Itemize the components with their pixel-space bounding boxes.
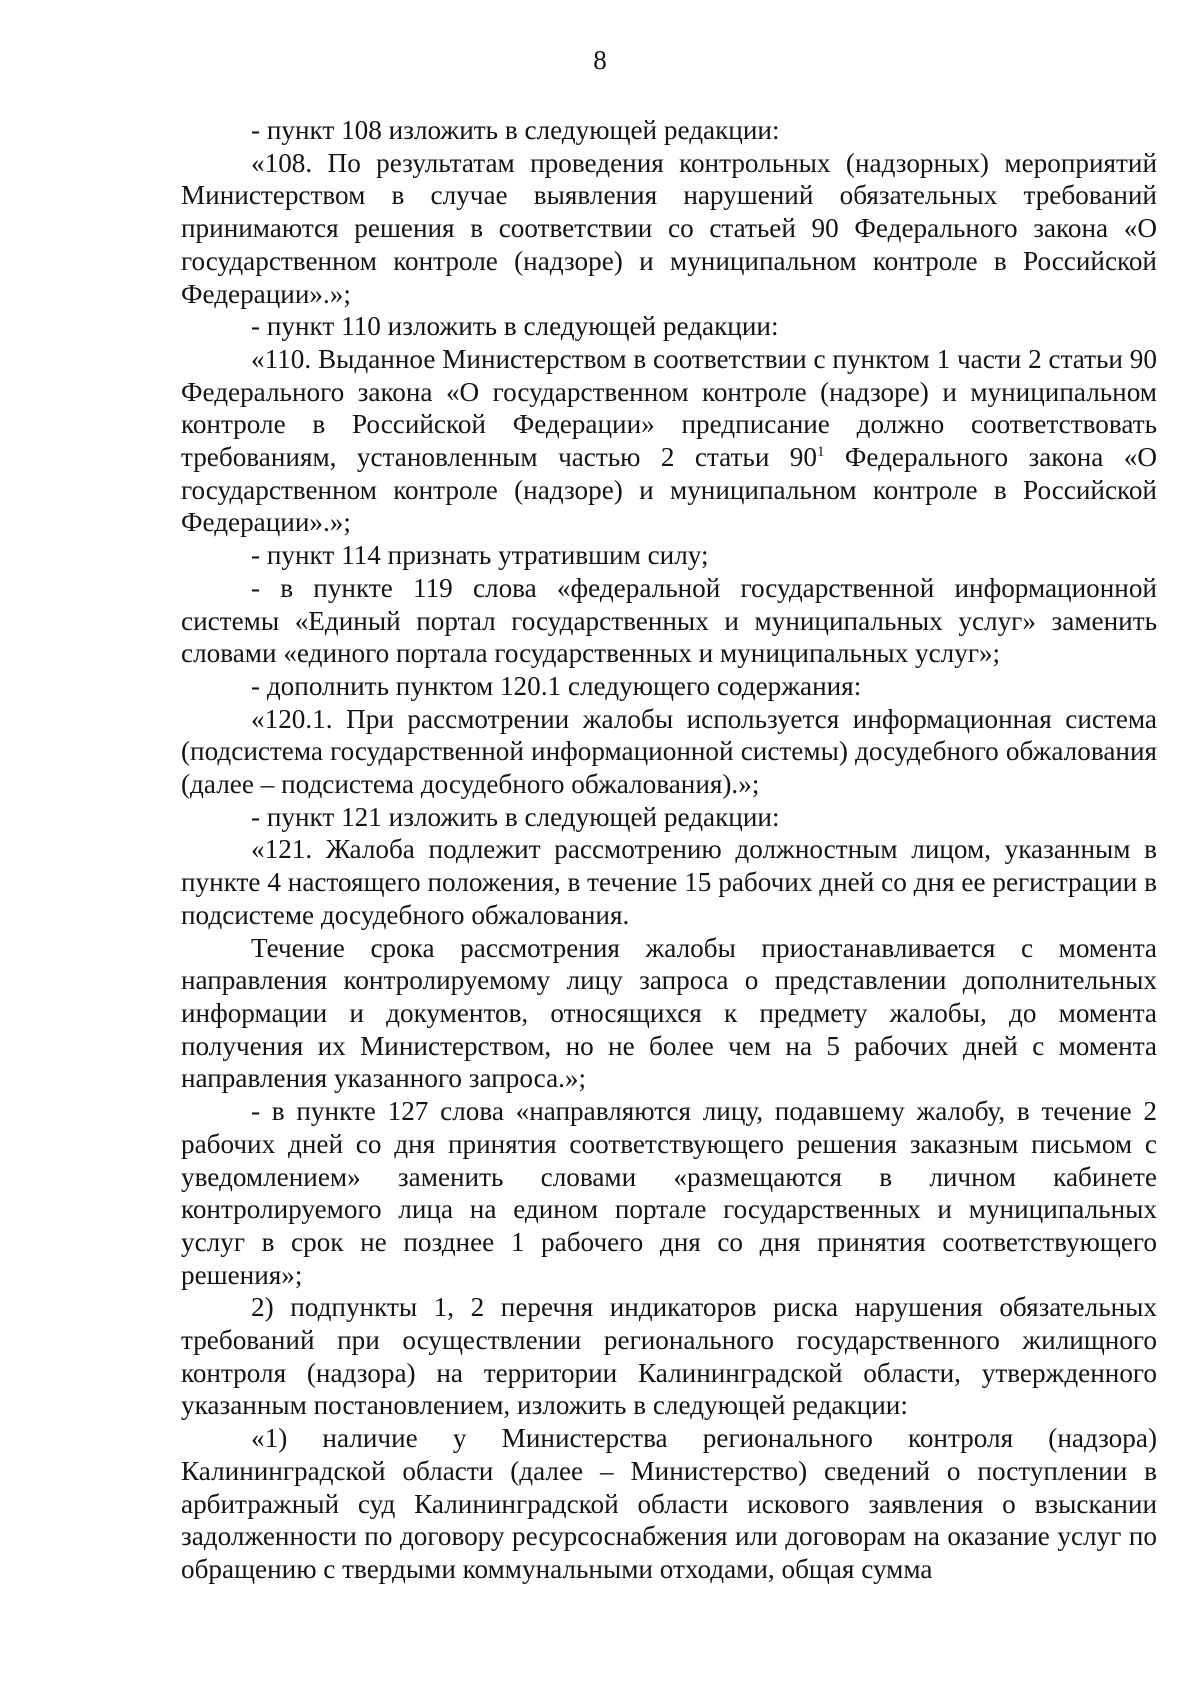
paragraph-text-continued: Федерального закона «О государственном контроле (надзоре) и муниципальном контроле в Российской Федерации».»; bbox=[181, 442, 1157, 538]
paragraph: - пункт 114 признать утратившим силу; bbox=[251, 540, 709, 571]
paragraph: - дополнить пунктом 120.1 следующего содержания: bbox=[251, 670, 862, 701]
paragraph: - в пункте 119 слова «федеральной государственной информационной системы «Единый портал государственных и муниципальных услуг» заменить словами «единого портала государственных и муниципальных услуг»; bbox=[181, 572, 1157, 669]
superscript: 1 bbox=[816, 443, 825, 460]
paragraph: «1) наличие у Министерства регионального контроля (надзора) Калининградской области (далее – Министерство) сведений о поступлении в арбитражный суд Калининградской области искового заявления о взыскании задолженности по договору ресурсоснабжения или договорам на оказание услуг по обращению с твердыми коммунальными отходами, общая сумма bbox=[181, 1423, 1157, 1584]
paragraph: 2) подпункты 1, 2 перечня индикаторов риска нарушения обязательных требований при осуществлении регионального государственного жилищного контроля (надзора) на территории Калининградской области, утвержденного указанным постановлением, изложить в следующей редакции: bbox=[181, 1292, 1157, 1421]
paragraph: - пункт 121 изложить в следующей редакции: bbox=[251, 801, 780, 832]
paragraph: - пункт 108 изложить в следующей редакции: bbox=[251, 115, 780, 145]
document-body bbox=[181, 114, 1157, 1586]
paragraph: «121. Жалоба подлежит рассмотрению должностным лицом, указанным в пункте 4 настоящего положения, в течение 15 рабочих дней со дня ее регистрации в подсистеме досудебного обжалования. bbox=[181, 834, 1157, 930]
paragraph: «120.1. При рассмотрении жалобы используется информационная система (подсистема государственной информационной системы) досудебного обжалования (далее – подсистема досудебного обжалования).»; bbox=[181, 703, 1157, 800]
paragraph: Течение срока рассмотрения жалобы приостанавливается с момента направления контролируемому лицу запроса о представлении дополнительных информации и документов, относящихся к предмету жалобы, до момента получения их Министерством, но не более чем на 5 рабочих дней с момента направления указанного запроса.»; bbox=[181, 932, 1157, 1094]
paragraph bbox=[181, 343, 1157, 539]
paragraph: «108. По результатам проведения контрольных (надзорных) мероприятий Министерством в случае выявления нарушений обязательных требований принимаются решения в соответствии со статьей 90 Федерального закона «О государственном контроле (надзоре) и муниципальном контроле в Российской Федерации».»; bbox=[181, 147, 1157, 309]
page-number: 8 bbox=[593, 45, 607, 75]
paragraph: - в пункте 127 слова «направляются лицу, подавшему жалобу, в течение 2 рабочих дней со дня принятия соответствующего решения заказным письмом с уведомлением» заменить словами «размещаются в личном кабинете контролируемого лица на едином портале государственных и муниципальных услуг в срок не позднее 1 рабочего дня со дня принятия соответствующего решения»; bbox=[181, 1096, 1157, 1290]
paragraph-text: «110. Выданное Министерством в соответствии с пунктом 1 части 2 статьи 90 Федерального закона «О государственном контроле (надзоре) и муниципальном контроле в Российской Федерации» предписание должно соответствовать требованиям, установленным частью 2 статьи 90 bbox=[181, 343, 1157, 473]
paragraph: - пункт 110 изложить в следующей редакции: bbox=[251, 311, 779, 342]
